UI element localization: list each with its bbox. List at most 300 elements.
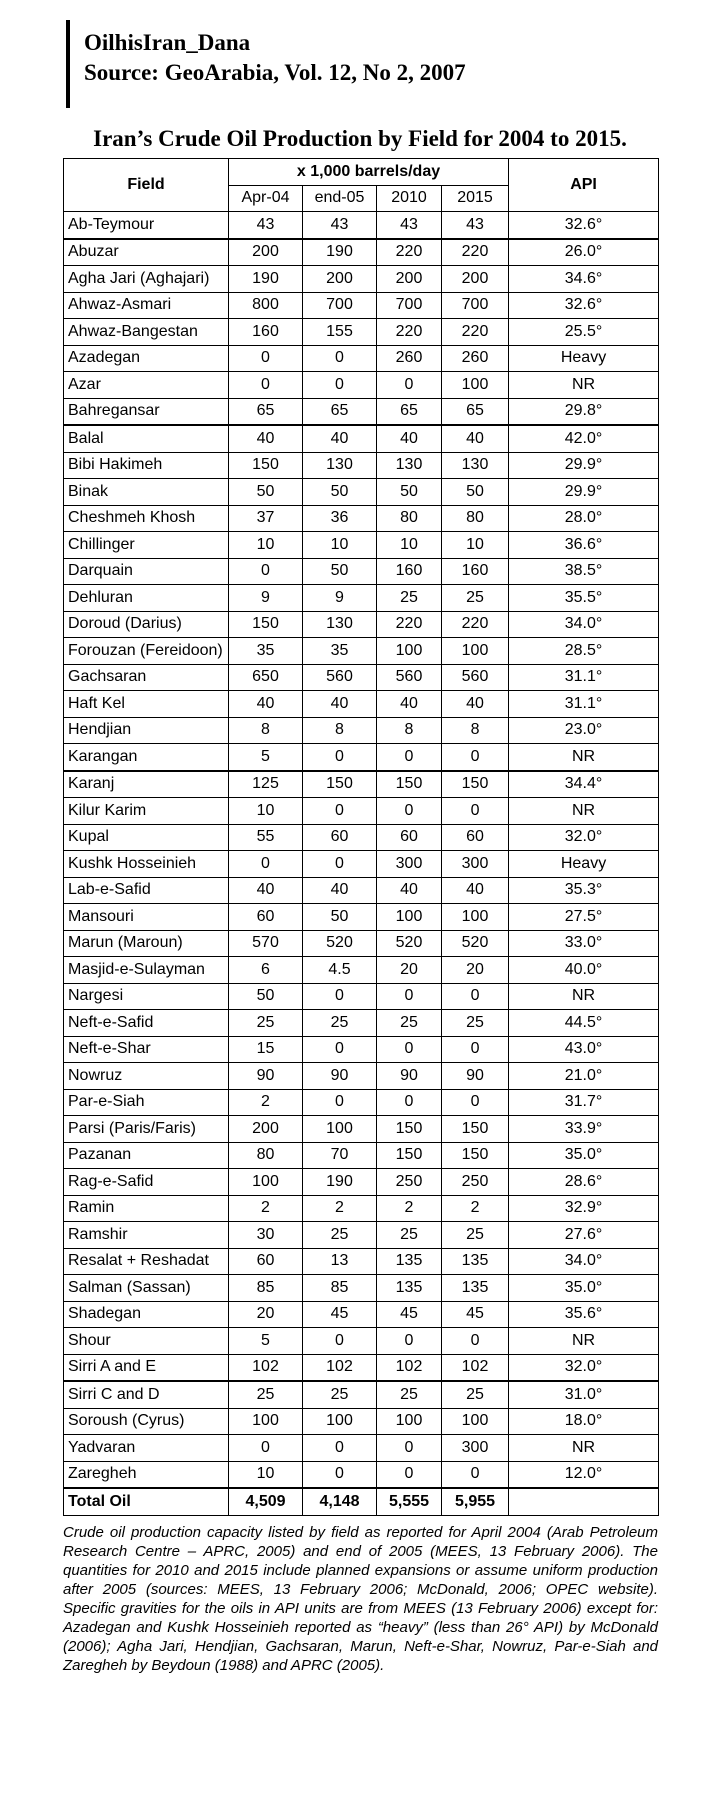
end05-cell: 560 [303, 664, 377, 691]
y2010-cell: 220 [377, 611, 442, 638]
table-row [64, 505, 659, 532]
field-name-cell: Agha Jari (Aghajari) [64, 266, 229, 293]
apr04-cell: 10 [229, 532, 303, 559]
table-row [64, 930, 659, 957]
field-name-cell: Lab-e-Safid [64, 877, 229, 904]
end05-cell: 25 [303, 1222, 377, 1249]
y2015-cell: 150 [442, 1116, 509, 1143]
y2015-cell: 0 [442, 1036, 509, 1063]
y2015-cell: 90 [442, 1063, 509, 1090]
api-cell: NR [509, 1435, 659, 1462]
table-row [64, 877, 659, 904]
table-row [64, 691, 659, 718]
table-row [64, 585, 659, 612]
field-name-cell: Gachsaran [64, 664, 229, 691]
apr04-cell: 0 [229, 558, 303, 585]
api-cell: 29.9° [509, 452, 659, 479]
table-row [64, 425, 659, 452]
end05-cell: 0 [303, 1328, 377, 1355]
apr04-cell: 35 [229, 638, 303, 665]
y2015-cell: 45 [442, 1301, 509, 1328]
field-name-cell: Ab-Teymour [64, 212, 229, 239]
end05-cell: 100 [303, 1116, 377, 1143]
table-row [64, 266, 659, 293]
table-row [64, 664, 659, 691]
api-cell: 34.4° [509, 771, 659, 798]
apr04-cell: 90 [229, 1063, 303, 1090]
apr04-cell: 43 [229, 212, 303, 239]
y2015-cell: 60 [442, 824, 509, 851]
table-row [64, 1116, 659, 1143]
y2010-cell: 130 [377, 452, 442, 479]
field-name-cell: Sirri C and D [64, 1381, 229, 1408]
end05-cell: 155 [303, 319, 377, 346]
end05-cell: 0 [303, 345, 377, 372]
apr04-cell: 200 [229, 1116, 303, 1143]
y2010-cell: 135 [377, 1275, 442, 1302]
table-row [64, 1381, 659, 1408]
api-cell: 31.0° [509, 1381, 659, 1408]
apr04-cell: 9 [229, 585, 303, 612]
end05-cell: 0 [303, 372, 377, 399]
api-cell: NR [509, 798, 659, 825]
y2015-cell: 0 [442, 1461, 509, 1488]
end05-cell: 0 [303, 851, 377, 878]
end05-cell: 60 [303, 824, 377, 851]
y2015-cell: 40 [442, 691, 509, 718]
end05-cell: 25 [303, 1010, 377, 1037]
y2010-cell: 160 [377, 558, 442, 585]
end05-cell: 40 [303, 425, 377, 452]
api-cell: NR [509, 372, 659, 399]
table-row [64, 398, 659, 425]
y2015-cell: 25 [442, 1381, 509, 1408]
field-name-cell: Forouzan (Fereidoon) [64, 638, 229, 665]
api-cell: 34.0° [509, 611, 659, 638]
y2015-cell: 0 [442, 1328, 509, 1355]
field-name-cell: Zaregheh [64, 1461, 229, 1488]
y2015-cell: 0 [442, 744, 509, 771]
y2010-cell: 220 [377, 239, 442, 266]
y2010-cell: 700 [377, 292, 442, 319]
field-name-cell: Dehluran [64, 585, 229, 612]
y2015-cell: 43 [442, 212, 509, 239]
api-cell: 18.0° [509, 1408, 659, 1435]
api-cell: 28.0° [509, 505, 659, 532]
apr04-cell: 25 [229, 1010, 303, 1037]
end05-cell: 10 [303, 532, 377, 559]
field-name-cell: Cheshmeh Khosh [64, 505, 229, 532]
api-cell: 28.5° [509, 638, 659, 665]
end05-cell: 40 [303, 877, 377, 904]
api-cell: NR [509, 1328, 659, 1355]
y2015-cell: 220 [442, 319, 509, 346]
end05-cell: 130 [303, 611, 377, 638]
field-name-cell: Rag-e-Safid [64, 1169, 229, 1196]
apr04-cell: 0 [229, 345, 303, 372]
apr04-cell: 25 [229, 1381, 303, 1408]
table-row [64, 1195, 659, 1222]
y2015-cell: 260 [442, 345, 509, 372]
apr04-cell: 150 [229, 611, 303, 638]
table-row [64, 452, 659, 479]
y2015-cell: 700 [442, 292, 509, 319]
api-cell: 34.0° [509, 1248, 659, 1275]
field-name-cell: Marun (Maroun) [64, 930, 229, 957]
apr04-cell: 0 [229, 372, 303, 399]
table-row [64, 532, 659, 559]
y2015-cell: 65 [442, 398, 509, 425]
y2010-cell: 0 [377, 983, 442, 1010]
end05-cell: 13 [303, 1248, 377, 1275]
table-row [64, 1408, 659, 1435]
api-cell: 35.5° [509, 585, 659, 612]
y2010-cell: 80 [377, 505, 442, 532]
api-cell: 31.1° [509, 664, 659, 691]
y2010-cell: 102 [377, 1354, 442, 1381]
api-cell: 33.0° [509, 930, 659, 957]
api-cell: 28.6° [509, 1169, 659, 1196]
apr04-cell: 6 [229, 957, 303, 984]
table-row [64, 345, 659, 372]
end05-cell: 25 [303, 1381, 377, 1408]
field-name-cell: Neft-e-Safid [64, 1010, 229, 1037]
y2015-cell: 100 [442, 638, 509, 665]
table-row [64, 1010, 659, 1037]
apr04-cell: 10 [229, 798, 303, 825]
y2015-cell: 2 [442, 1195, 509, 1222]
y2010-cell: 25 [377, 1381, 442, 1408]
y2015-cell: 300 [442, 1435, 509, 1462]
end05-cell: 0 [303, 1435, 377, 1462]
y2010-cell: 40 [377, 691, 442, 718]
y2010-cell: 0 [377, 798, 442, 825]
y2015-cell: 150 [442, 1142, 509, 1169]
apr04-cell: 0 [229, 1435, 303, 1462]
apr04-cell: 650 [229, 664, 303, 691]
api-cell: 29.8° [509, 398, 659, 425]
y2010-cell: 0 [377, 744, 442, 771]
field-name-cell: Yadvaran [64, 1435, 229, 1462]
y2015-cell: 8 [442, 717, 509, 744]
api-cell: 32.0° [509, 824, 659, 851]
end05-cell: 45 [303, 1301, 377, 1328]
y2015-cell: 50 [442, 479, 509, 506]
y2015-cell: 150 [442, 771, 509, 798]
y2010-cell: 300 [377, 851, 442, 878]
y2015-cell: 135 [442, 1275, 509, 1302]
api-cell: 40.0° [509, 957, 659, 984]
api-cell: Heavy [509, 345, 659, 372]
api-cell: 27.5° [509, 904, 659, 931]
end05-cell: 2 [303, 1195, 377, 1222]
field-name-cell: Neft-e-Shar [64, 1036, 229, 1063]
api-cell: 42.0° [509, 425, 659, 452]
field-name-cell: Karangan [64, 744, 229, 771]
y2010-cell: 25 [377, 1010, 442, 1037]
table-row [64, 771, 659, 798]
api-cell: 44.5° [509, 1010, 659, 1037]
field-name-cell: Ramshir [64, 1222, 229, 1249]
api-cell: 21.0° [509, 1063, 659, 1090]
y2010-cell: 50 [377, 479, 442, 506]
units-column-header: x 1,000 barrels/day [229, 159, 509, 186]
y2015-cell: 0 [442, 1089, 509, 1116]
end05-cell: 0 [303, 744, 377, 771]
field-name-cell: Azar [64, 372, 229, 399]
y2015-cell: 25 [442, 1222, 509, 1249]
y2015-cell: 220 [442, 611, 509, 638]
api-cell: NR [509, 983, 659, 1010]
end05-cell: 8 [303, 717, 377, 744]
end05-cell: 150 [303, 771, 377, 798]
end05-cell: 85 [303, 1275, 377, 1302]
field-name-cell: Sirri A and E [64, 1354, 229, 1381]
y2010-cell: 60 [377, 824, 442, 851]
table-row [64, 611, 659, 638]
y2015-cell: 520 [442, 930, 509, 957]
y2015-cell: 220 [442, 239, 509, 266]
apr04-cell: 30 [229, 1222, 303, 1249]
api-cell: 33.9° [509, 1116, 659, 1143]
field-name-cell: Resalat + Reshadat [64, 1248, 229, 1275]
field-name-cell: Hendjian [64, 717, 229, 744]
y2010-cell: 100 [377, 638, 442, 665]
api-cell: 31.1° [509, 691, 659, 718]
y2015-cell: 100 [442, 1408, 509, 1435]
y2010-cell: 560 [377, 664, 442, 691]
y2010-cell: 520 [377, 930, 442, 957]
y2015-cell: 160 [442, 558, 509, 585]
y2010-cell: 25 [377, 1222, 442, 1249]
y2015-cell: 25 [442, 585, 509, 612]
apr04-cell: 5 [229, 744, 303, 771]
field-name-cell: Haft Kel [64, 691, 229, 718]
end05-cell: 190 [303, 1169, 377, 1196]
apr04-cell: 60 [229, 904, 303, 931]
apr04-cell: 85 [229, 1275, 303, 1302]
field-name-cell: Masjid-e-Sulayman [64, 957, 229, 984]
apr04-cell: 5 [229, 1328, 303, 1355]
y2015-cell: 0 [442, 983, 509, 1010]
table-row [64, 638, 659, 665]
table-row [64, 479, 659, 506]
table-row [64, 824, 659, 851]
table-row [64, 1169, 659, 1196]
table-row [64, 1275, 659, 1302]
field-name-cell: Salman (Sassan) [64, 1275, 229, 1302]
y2010-cell: 2 [377, 1195, 442, 1222]
y2015-cell: 10 [442, 532, 509, 559]
y2010-cell: 40 [377, 425, 442, 452]
end05-cell: 36 [303, 505, 377, 532]
period-header-end05: end-05 [303, 185, 377, 212]
table-row [64, 239, 659, 266]
end05-cell: 40 [303, 691, 377, 718]
api-cell: 36.6° [509, 532, 659, 559]
field-name-cell: Nargesi [64, 983, 229, 1010]
apr04-cell: 570 [229, 930, 303, 957]
y2010-cell: 0 [377, 1435, 442, 1462]
y2010-cell: 10 [377, 532, 442, 559]
y2015-cell: 80 [442, 505, 509, 532]
total-y2010-cell: 5,555 [377, 1488, 442, 1515]
end05-cell: 43 [303, 212, 377, 239]
table-row [64, 1063, 659, 1090]
end05-cell: 190 [303, 239, 377, 266]
end05-cell: 0 [303, 1036, 377, 1063]
end05-cell: 200 [303, 266, 377, 293]
field-name-cell: Karanj [64, 771, 229, 798]
header-source: Source: GeoArabia, Vol. 12, No 2, 2007 [84, 60, 466, 85]
field-name-cell: Darquain [64, 558, 229, 585]
y2010-cell: 40 [377, 877, 442, 904]
y2010-cell: 20 [377, 957, 442, 984]
y2010-cell: 100 [377, 904, 442, 931]
apr04-cell: 100 [229, 1169, 303, 1196]
end05-cell: 50 [303, 904, 377, 931]
y2015-cell: 135 [442, 1248, 509, 1275]
production-table [63, 158, 659, 1516]
apr04-cell: 190 [229, 266, 303, 293]
table-row [64, 1301, 659, 1328]
api-cell: 43.0° [509, 1036, 659, 1063]
api-cell: 35.6° [509, 1301, 659, 1328]
table-row [64, 904, 659, 931]
table-title: Iran’s Crude Oil Production by Field for 2004 to 2015. [93, 126, 627, 151]
y2010-cell: 135 [377, 1248, 442, 1275]
apr04-cell: 2 [229, 1089, 303, 1116]
apr04-cell: 10 [229, 1461, 303, 1488]
table-row [64, 1089, 659, 1116]
field-name-cell: Soroush (Cyrus) [64, 1408, 229, 1435]
field-name-cell: Parsi (Paris/Faris) [64, 1116, 229, 1143]
y2010-cell: 90 [377, 1063, 442, 1090]
y2015-cell: 100 [442, 372, 509, 399]
table-row [64, 558, 659, 585]
table-row [64, 1142, 659, 1169]
field-name-cell: Ahwaz-Bangestan [64, 319, 229, 346]
apr04-cell: 50 [229, 479, 303, 506]
api-cell: 32.0° [509, 1354, 659, 1381]
apr04-cell: 40 [229, 691, 303, 718]
period-header-2010: 2010 [377, 185, 442, 212]
y2010-cell: 100 [377, 1408, 442, 1435]
api-cell: 31.7° [509, 1089, 659, 1116]
y2015-cell: 300 [442, 851, 509, 878]
api-cell: 23.0° [509, 717, 659, 744]
api-cell: 38.5° [509, 558, 659, 585]
api-cell: 34.6° [509, 266, 659, 293]
end05-cell: 0 [303, 983, 377, 1010]
field-name-cell: Bibi Hakimeh [64, 452, 229, 479]
y2010-cell: 25 [377, 585, 442, 612]
end05-cell: 102 [303, 1354, 377, 1381]
api-cell: 25.5° [509, 319, 659, 346]
field-name-cell: Pazanan [64, 1142, 229, 1169]
table-row [64, 319, 659, 346]
field-name-cell: Ahwaz-Asmari [64, 292, 229, 319]
api-cell: 26.0° [509, 239, 659, 266]
api-cell: 35.0° [509, 1275, 659, 1302]
apr04-cell: 40 [229, 425, 303, 452]
header-file-name: OilhisIran_Dana [84, 30, 251, 55]
table-row [64, 1328, 659, 1355]
apr04-cell: 125 [229, 771, 303, 798]
apr04-cell: 20 [229, 1301, 303, 1328]
end05-cell: 130 [303, 452, 377, 479]
apr04-cell: 8 [229, 717, 303, 744]
y2010-cell: 65 [377, 398, 442, 425]
total-apr04-cell: 4,509 [229, 1488, 303, 1515]
table-row [64, 1222, 659, 1249]
api-cell: 27.6° [509, 1222, 659, 1249]
apr04-cell: 50 [229, 983, 303, 1010]
api-cell: Heavy [509, 851, 659, 878]
total-y2015-cell: 5,955 [442, 1488, 509, 1515]
end05-cell: 4.5 [303, 957, 377, 984]
apr04-cell: 800 [229, 292, 303, 319]
end05-cell: 65 [303, 398, 377, 425]
field-name-cell: Kilur Karim [64, 798, 229, 825]
y2015-cell: 40 [442, 877, 509, 904]
table-row [64, 212, 659, 239]
y2010-cell: 150 [377, 1142, 442, 1169]
table-row [64, 851, 659, 878]
table-row [64, 744, 659, 771]
apr04-cell: 65 [229, 398, 303, 425]
y2010-cell: 250 [377, 1169, 442, 1196]
table-row [64, 983, 659, 1010]
end05-cell: 50 [303, 479, 377, 506]
apr04-cell: 37 [229, 505, 303, 532]
apr04-cell: 0 [229, 851, 303, 878]
y2015-cell: 200 [442, 266, 509, 293]
period-header-apr04: Apr-04 [229, 185, 303, 212]
end05-cell: 520 [303, 930, 377, 957]
field-name-cell: Nowruz [64, 1063, 229, 1090]
end05-cell: 100 [303, 1408, 377, 1435]
end05-cell: 0 [303, 1461, 377, 1488]
y2010-cell: 8 [377, 717, 442, 744]
y2010-cell: 0 [377, 372, 442, 399]
api-cell: NR [509, 744, 659, 771]
table-row [64, 1461, 659, 1488]
y2010-cell: 43 [377, 212, 442, 239]
y2010-cell: 220 [377, 319, 442, 346]
y2015-cell: 100 [442, 904, 509, 931]
end05-cell: 9 [303, 585, 377, 612]
field-name-cell: Par-e-Siah [64, 1089, 229, 1116]
y2010-cell: 150 [377, 771, 442, 798]
api-cell: 32.6° [509, 212, 659, 239]
total-api-cell [509, 1488, 659, 1515]
table-row [64, 1354, 659, 1381]
apr04-cell: 102 [229, 1354, 303, 1381]
end05-cell: 700 [303, 292, 377, 319]
field-name-cell: Binak [64, 479, 229, 506]
period-header-2015: 2015 [442, 185, 509, 212]
y2010-cell: 260 [377, 345, 442, 372]
y2010-cell: 0 [377, 1036, 442, 1063]
y2015-cell: 40 [442, 425, 509, 452]
field-name-cell: Shadegan [64, 1301, 229, 1328]
y2010-cell: 200 [377, 266, 442, 293]
table-row [64, 1435, 659, 1462]
y2015-cell: 102 [442, 1354, 509, 1381]
apr04-cell: 60 [229, 1248, 303, 1275]
api-cell: 35.3° [509, 877, 659, 904]
